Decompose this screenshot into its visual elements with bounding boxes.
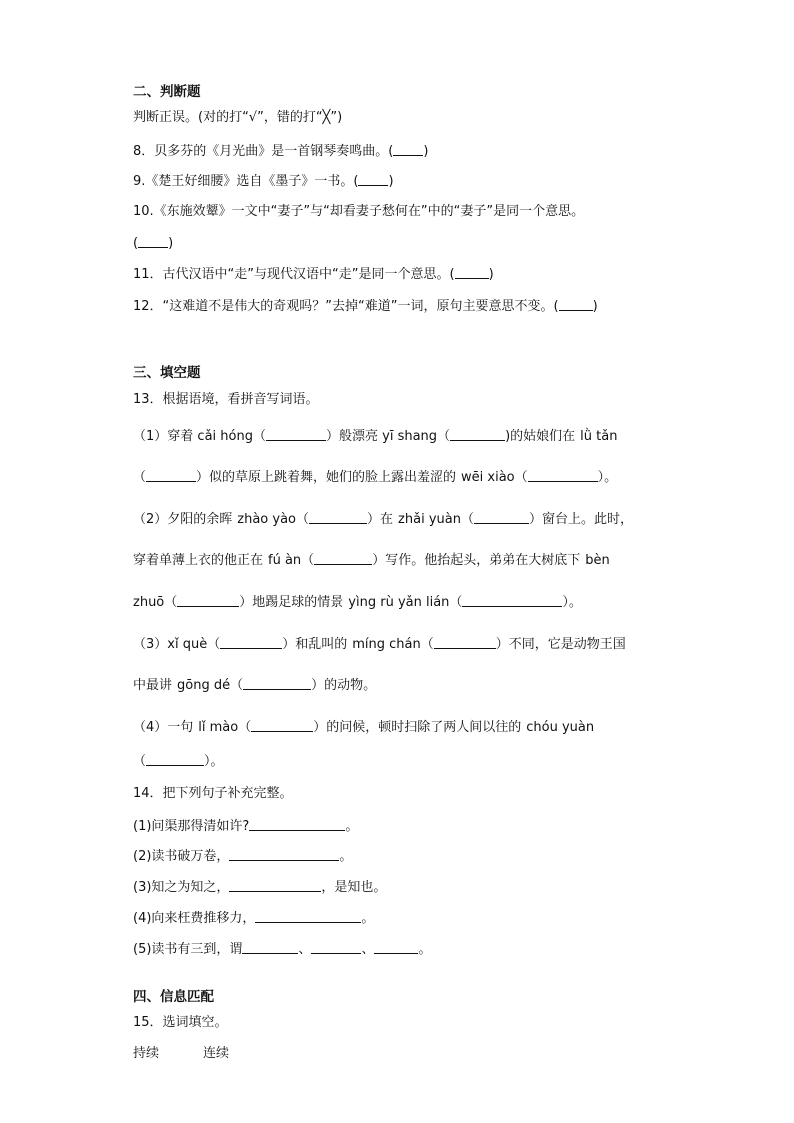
pinyin-zhaoyao: zhào yào — [237, 512, 297, 527]
pinyin-weixiao: wēi xiào — [461, 470, 515, 485]
blank-q14-5b[interactable] — [311, 941, 361, 954]
q14-4-end: 。 — [361, 911, 375, 926]
q14-item-5 — [133, 941, 431, 958]
separator: 、 — [298, 942, 312, 957]
q14-item-4 — [133, 910, 374, 927]
question-9-text: 9.《楚王好细腰》选自《墨子》一书。( — [133, 174, 359, 189]
q13-line-8 — [133, 719, 594, 736]
pinyin-ben: bèn — [585, 553, 610, 568]
q14-item-3 — [133, 879, 386, 896]
blank-mingchan[interactable] — [434, 636, 496, 649]
question-15: 15．选词填空。 — [133, 1015, 228, 1030]
pinyin-limao: lǐ mào — [198, 720, 239, 735]
q13-line-9 — [133, 753, 224, 770]
q13-text: ）写作。他抬起头，弟弟在大树底下 — [372, 553, 581, 568]
blank-xique[interactable] — [220, 636, 282, 649]
q13-1-label: （1）穿着 — [133, 429, 194, 444]
q13-text: 中最讲 — [133, 678, 173, 693]
answer-blank-11[interactable] — [455, 266, 489, 279]
pinyin-mingchan: míng chán — [352, 637, 421, 652]
question-9 — [133, 173, 394, 190]
q13-3-label: （3） — [133, 637, 168, 652]
q13-line-1 — [133, 428, 617, 445]
open-paren: （ — [230, 678, 244, 693]
pinyin-gongde: gōng dé — [177, 678, 231, 693]
question-13: 13．根据语境，看拼音写词语。 — [133, 392, 319, 407]
open-paren: （ — [460, 512, 474, 527]
blank-zhaoyao[interactable] — [309, 511, 367, 524]
pinyin-lvtan: lǜ tǎn — [580, 429, 618, 444]
open-paren: （ — [164, 595, 178, 610]
q13-text: ）在 — [367, 512, 394, 527]
word-option-1: 持续 — [133, 1046, 160, 1061]
q13-text: ）窗台上。此时， — [528, 512, 633, 527]
question-10-answer — [133, 235, 173, 252]
q14-4-text: (4)向来枉费推移力， — [133, 911, 256, 926]
q13-text: ）地踢足球的情景 — [239, 595, 344, 610]
question-11-text: 11．古代汉语中“走”与现代汉语中“走”是同一个意思。( — [133, 267, 455, 282]
open-paren: （ — [420, 637, 434, 652]
blank-q14-5a[interactable] — [242, 941, 298, 954]
close-paren: ) — [592, 299, 598, 314]
blank-q14-4[interactable] — [255, 910, 361, 923]
blank-zhaiyuan[interactable] — [474, 511, 529, 524]
question-11 — [133, 266, 494, 283]
open-paren: （ — [133, 754, 147, 769]
section-2-instruction: 判断正误。(对的打“√”，错的打“╳”) — [133, 110, 343, 125]
q13-line-3 — [133, 511, 633, 528]
q14-3-text: (3)知之为知之， — [133, 880, 230, 895]
answer-blank-9[interactable] — [358, 173, 388, 186]
q13-line-2 — [133, 469, 617, 486]
blank-chouyuan[interactable] — [146, 753, 204, 766]
section-3-title: 三、填空题 — [133, 365, 201, 381]
answer-blank-8[interactable] — [393, 143, 423, 156]
q13-text: ）。 — [562, 595, 582, 610]
pinyin-chouyuan: chóu yuàn — [526, 720, 595, 735]
pinyin-yishang: yī shang — [382, 429, 438, 444]
q13-text: 穿着单薄上衣的他正在 — [133, 553, 264, 568]
blank-gongde[interactable] — [243, 677, 311, 690]
blank-weixiao[interactable] — [528, 469, 598, 482]
question-8 — [133, 143, 428, 160]
open-paren: （ — [252, 429, 266, 444]
pinyin-zhuo: zhuō — [133, 595, 165, 610]
section-4-title: 四、信息匹配 — [133, 989, 214, 1005]
q14-5-end: 。 — [418, 942, 432, 957]
q13-text: ）的动物。 — [311, 678, 377, 693]
question-14: 14．把下列句子补充完整。 — [133, 786, 293, 801]
close-paren: ) — [388, 174, 394, 189]
q13-line-6 — [133, 636, 626, 653]
open-paren: （ — [514, 470, 528, 485]
q14-1-text: (1)问渠那得清如许? — [133, 819, 250, 834]
question-8-text: 8．贝多芬的《月光曲》是一首钢琴奏鸣曲。( — [133, 144, 394, 159]
pinyin-caihong: cǎi hóng — [197, 429, 253, 444]
open-paren: （ — [449, 595, 463, 610]
pinyin-yingruyanlian: yìng rù yǎn lián — [348, 595, 450, 610]
blank-q14-5c[interactable] — [374, 941, 418, 954]
open-paren: （ — [238, 720, 252, 735]
q13-text: ）似的草原上跳着舞，她们的脸上露出羞涩的 — [196, 470, 457, 485]
blank-limao[interactable] — [251, 719, 313, 732]
open-paren: （ — [133, 470, 147, 485]
close-paren: ) — [168, 236, 174, 251]
question-12-text: 12．“这难道不是伟大的奇观吗？”去掉“难道”一词，原句主要意思不变。( — [133, 299, 559, 314]
blank-benzhuo[interactable] — [177, 594, 239, 607]
pinyin-xique: xǐ què — [167, 637, 208, 652]
q13-text: ）般漂亮 — [325, 429, 378, 444]
q13-text: ）。 — [597, 470, 618, 485]
open-paren: （ — [437, 429, 451, 444]
open-paren: （ — [301, 553, 315, 568]
answer-blank-10[interactable] — [138, 235, 168, 248]
blank-lvtan[interactable] — [146, 469, 196, 482]
q13-text: ）不同，它是动物王国 — [495, 637, 626, 652]
separator: 、 — [361, 942, 375, 957]
q13-line-4 — [133, 552, 610, 569]
question-10: 10.《东施效颦》一文中“妻子”与“却看妻子愁何在”中的“妻子”是同一个意思。 — [133, 204, 585, 219]
blank-fuan[interactable] — [314, 552, 372, 565]
q13-line-5 — [133, 594, 582, 611]
answer-blank-12[interactable] — [559, 298, 593, 311]
open-paren: （ — [207, 637, 221, 652]
blank-q14-2[interactable] — [229, 848, 339, 861]
blank-q14-1[interactable] — [249, 818, 345, 831]
q14-3-end: ，是知也。 — [321, 880, 387, 895]
q13-text: ）的问候，顿时扫除了两人间以往的 — [313, 720, 522, 735]
q14-item-1 — [133, 818, 358, 835]
q14-2-text: (2)读书破万卷， — [133, 849, 230, 864]
q14-1-end: 。 — [345, 819, 359, 834]
pinyin-zhaiyuan: zhǎi yuàn — [398, 512, 461, 527]
q13-4-label: （4）一句 — [133, 720, 194, 735]
word-option-2: 连续 — [203, 1046, 230, 1061]
q14-5-text: (5)读书有三到，谓 — [133, 942, 243, 957]
blank-caihong[interactable] — [266, 428, 326, 441]
close-paren: ) — [505, 429, 511, 444]
open-paren: （ — [296, 512, 310, 527]
q13-text: 的姑娘们在 — [510, 429, 576, 444]
section-2-title: 二、判断题 — [133, 84, 201, 100]
q13-text: ）和乱叫的 — [282, 637, 348, 652]
close-paren: ) — [488, 267, 494, 282]
q13-text: ）。 — [204, 754, 224, 769]
q13-2-label: （2）夕阳的余晖 — [133, 512, 233, 527]
pinyin-fuan: fú àn — [268, 553, 302, 568]
q14-2-end: 。 — [339, 849, 353, 864]
blank-yingruyanlian[interactable] — [462, 594, 562, 607]
q13-line-7 — [133, 677, 376, 694]
open-paren: ( — [133, 236, 139, 251]
q14-item-2 — [133, 848, 352, 865]
blank-q14-3[interactable] — [229, 879, 321, 892]
blank-yishang[interactable] — [450, 428, 505, 441]
close-paren: ) — [423, 144, 429, 159]
question-12 — [133, 298, 598, 315]
